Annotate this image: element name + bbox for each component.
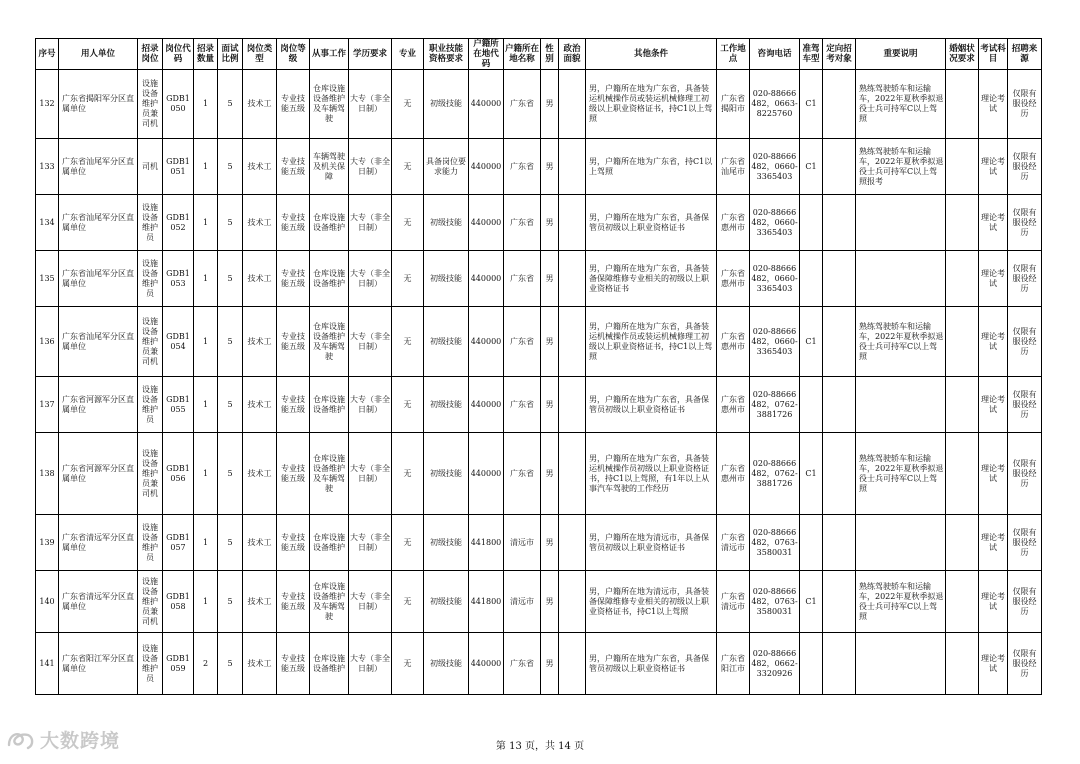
cell-edu: 大专（非全日制） (349, 571, 392, 633)
cell-place: 广东省惠州市 (717, 307, 750, 377)
cell-skill: 初级技能 (424, 377, 469, 433)
cell-other: 男，户籍所在地为清远市，具备保管员初级以上职业资格证书 (586, 515, 717, 571)
cell-phone: 020-88666482，0763-3580031 (750, 515, 800, 571)
column-header: 招录数量 (194, 39, 218, 70)
cell-unit: 广东省河源军分区直属单位 (59, 433, 138, 515)
cell-phone: 020-88666482，0660-3365403 (750, 195, 800, 251)
cell-post: 设施设备维护员兼司机 (138, 433, 163, 515)
cell-no: 141 (36, 633, 59, 695)
cell-note: 熟练驾驶轿车和运输车，2022年夏秋季拟退役士兵可持军C以上驾照 (856, 307, 946, 377)
cell-no: 133 (36, 139, 59, 195)
column-header: 招录岗位 (138, 39, 163, 70)
cell-other: 男，户籍所在地为广东省，具备装备保障维修专业相关的初级以上职业资格证书 (586, 251, 717, 307)
cell-ratio: 5 (218, 70, 243, 139)
cell-sex: 男 (541, 195, 559, 251)
cell-skill: 初级技能 (424, 70, 469, 139)
cell-other: 男，户籍所在地为广东省，持C1以上驾照 (586, 139, 717, 195)
cell-work: 仓库设施设备维护 (310, 251, 349, 307)
cell-other: 男，户籍所在地为广东省，具备装运机械操作员或装运机械修理工初级以上职业资格证书，持C1以上驾照 (586, 307, 717, 377)
cell-sex: 男 (541, 70, 559, 139)
cell-license: C1 (800, 307, 823, 377)
cell-work: 仓库设施设备维护 (310, 515, 349, 571)
cell-phone: 020-88666482，0663-8225760 (750, 70, 800, 139)
cell-type: 技术工 (243, 515, 277, 571)
cell-hjname: 广东省 (504, 251, 541, 307)
cell-marry (946, 515, 979, 571)
watermark-text: 大数跨境 (40, 730, 121, 752)
column-header: 考试科目 (979, 39, 1008, 70)
cell-other: 男，户籍所在地为清远市，具备装备保障维修专业相关的初级以上职业资格证书，持C1以上驾照 (586, 571, 717, 633)
cell-marry (946, 633, 979, 695)
cell-exam: 理论考试 (979, 70, 1008, 139)
cell-source: 仅限有服役经历 (1008, 307, 1042, 377)
cell-pol (559, 377, 586, 433)
cell-place: 广东省汕尾市 (717, 139, 750, 195)
column-header: 性别 (541, 39, 559, 70)
cell-post: 司机 (138, 139, 163, 195)
cell-sex: 男 (541, 633, 559, 695)
cell-post: 设施设备维护员 (138, 633, 163, 695)
cell-work: 车辆驾驶及机关保障 (310, 139, 349, 195)
cell-exam: 理论考试 (979, 251, 1008, 307)
cell-level: 专业技能五级 (277, 515, 310, 571)
cell-hjcode: 441800 (469, 571, 504, 633)
column-header: 用人单位 (59, 39, 138, 70)
cell-major: 无 (392, 70, 424, 139)
cell-target (823, 251, 856, 307)
cell-major: 无 (392, 433, 424, 515)
cell-post: 设施设备维护员 (138, 515, 163, 571)
cell-note (856, 633, 946, 695)
cell-place: 广东省惠州市 (717, 433, 750, 515)
cell-edu: 大专（非全日制） (349, 377, 392, 433)
cell-edu: 大专（非全日制） (349, 139, 392, 195)
cell-source: 仅限有服役经历 (1008, 195, 1042, 251)
cell-num: 1 (194, 515, 218, 571)
cell-unit: 广东省阳江军分区直属单位 (59, 633, 138, 695)
cell-unit: 广东省揭阳军分区直属单位 (59, 70, 138, 139)
cell-phone: 020-88666482，0662-3320926 (750, 633, 800, 695)
cell-post: 设施设备维护员 (138, 195, 163, 251)
cell-no: 138 (36, 433, 59, 515)
cell-level: 专业技能五级 (277, 377, 310, 433)
cell-num: 1 (194, 433, 218, 515)
cell-no: 132 (36, 70, 59, 139)
cell-post: 设施设备维护员 (138, 251, 163, 307)
cell-skill: 初级技能 (424, 515, 469, 571)
cell-exam: 理论考试 (979, 139, 1008, 195)
cell-level: 专业技能五级 (277, 70, 310, 139)
cell-source: 仅限有服役经历 (1008, 571, 1042, 633)
table-row (36, 633, 1042, 695)
cell-major: 无 (392, 139, 424, 195)
cell-type: 技术工 (243, 377, 277, 433)
cell-pol (559, 139, 586, 195)
cell-place: 广东省惠州市 (717, 195, 750, 251)
cell-level: 专业技能五级 (277, 571, 310, 633)
cell-marry (946, 195, 979, 251)
cell-sex: 男 (541, 571, 559, 633)
cell-hjcode: 440000 (469, 70, 504, 139)
cell-marry (946, 433, 979, 515)
cell-type: 技术工 (243, 433, 277, 515)
cell-unit: 广东省汕尾军分区直属单位 (59, 307, 138, 377)
cell-num: 1 (194, 571, 218, 633)
cell-source: 仅限有服役经历 (1008, 377, 1042, 433)
cell-pol (559, 571, 586, 633)
cell-marry (946, 251, 979, 307)
cell-level: 专业技能五级 (277, 195, 310, 251)
cell-hjname: 广东省 (504, 633, 541, 695)
cell-source: 仅限有服役经历 (1008, 633, 1042, 695)
cell-num: 1 (194, 70, 218, 139)
cell-work: 仓库设施设备维护及车辆驾驶 (310, 307, 349, 377)
cell-ratio: 5 (218, 433, 243, 515)
cell-ratio: 5 (218, 139, 243, 195)
cell-license (800, 195, 823, 251)
cell-phone: 020-88666482，0762-3881726 (750, 377, 800, 433)
cell-edu: 大专（非全日制） (349, 195, 392, 251)
cell-edu: 大专（非全日制） (349, 515, 392, 571)
cell-license (800, 377, 823, 433)
cell-pol (559, 633, 586, 695)
cell-type: 技术工 (243, 307, 277, 377)
cell-sex: 男 (541, 433, 559, 515)
cell-no: 137 (36, 377, 59, 433)
cell-target (823, 633, 856, 695)
cell-code: GDB1055 (163, 377, 194, 433)
cell-no: 139 (36, 515, 59, 571)
cell-no: 136 (36, 307, 59, 377)
cell-target (823, 139, 856, 195)
cell-type: 技术工 (243, 195, 277, 251)
page-footer: 第 13 页，共 14 页 (495, 741, 585, 752)
cell-pol (559, 515, 586, 571)
cell-hjcode: 440000 (469, 195, 504, 251)
column-header: 户籍所在地代码 (469, 39, 504, 70)
table-row (36, 251, 1042, 307)
cell-hjcode: 440000 (469, 433, 504, 515)
cell-code: GDB1054 (163, 307, 194, 377)
column-header: 定向招考对象 (823, 39, 856, 70)
cell-ratio: 5 (218, 571, 243, 633)
cell-hjcode: 440000 (469, 251, 504, 307)
cell-no: 134 (36, 195, 59, 251)
cell-pol (559, 433, 586, 515)
cell-license: C1 (800, 70, 823, 139)
cell-pol (559, 307, 586, 377)
column-header: 岗位代码 (163, 39, 194, 70)
cell-other: 男，户籍所在地为广东省，具备保管员初级以上职业资格证书 (586, 377, 717, 433)
table-row (36, 70, 1042, 139)
cell-target (823, 571, 856, 633)
cell-hjcode: 441800 (469, 515, 504, 571)
cell-hjcode: 440000 (469, 633, 504, 695)
cell-work: 仓库设施设备维护 (310, 195, 349, 251)
cell-target (823, 433, 856, 515)
cell-hjname: 广东省 (504, 139, 541, 195)
cell-note: 熟练驾驶轿车和运输车，2022年夏秋季拟退役士兵可持军C以上驾照 (856, 571, 946, 633)
cell-license (800, 633, 823, 695)
cell-target (823, 70, 856, 139)
cell-no: 135 (36, 251, 59, 307)
table-row (36, 307, 1042, 377)
cell-edu: 大专（非全日制） (349, 307, 392, 377)
cell-hjcode: 440000 (469, 377, 504, 433)
cell-exam: 理论考试 (979, 377, 1008, 433)
cell-note (856, 377, 946, 433)
cell-skill: 初级技能 (424, 633, 469, 695)
cell-skill: 初级技能 (424, 571, 469, 633)
cell-license: C1 (800, 139, 823, 195)
column-header: 岗位类型 (243, 39, 277, 70)
cell-type: 技术工 (243, 633, 277, 695)
cell-type: 技术工 (243, 571, 277, 633)
cell-other: 男，户籍所在地为广东省，具备保管员初级以上职业资格证书 (586, 195, 717, 251)
cell-other: 男，户籍所在地为广东省，具备装运机械操作员初级以上职业资格证书，持C1以上驾照，有1年以上从事汽车驾驶的工作经历 (586, 433, 717, 515)
cell-target (823, 307, 856, 377)
cell-source: 仅限有服役经历 (1008, 515, 1042, 571)
cell-exam: 理论考试 (979, 633, 1008, 695)
cell-phone: 020-88666482，0660-3365403 (750, 139, 800, 195)
column-header: 招聘来源 (1008, 39, 1042, 70)
cell-work: 仓库设施设备维护 (310, 633, 349, 695)
cell-unit: 广东省汕尾军分区直属单位 (59, 195, 138, 251)
cell-place: 广东省惠州市 (717, 251, 750, 307)
cell-source: 仅限有服役经历 (1008, 139, 1042, 195)
cell-major: 无 (392, 195, 424, 251)
cell-unit: 广东省汕尾军分区直属单位 (59, 251, 138, 307)
cell-type: 技术工 (243, 139, 277, 195)
cell-target (823, 515, 856, 571)
column-header: 岗位等级 (277, 39, 310, 70)
column-header: 婚姻状况要求 (946, 39, 979, 70)
cell-sex: 男 (541, 251, 559, 307)
cell-sex: 男 (541, 515, 559, 571)
cell-sex: 男 (541, 307, 559, 377)
cell-skill: 初级技能 (424, 195, 469, 251)
cell-license: C1 (800, 433, 823, 515)
cell-note (856, 251, 946, 307)
cell-hjname: 广东省 (504, 70, 541, 139)
cell-other: 男，户籍所在地为广东省，具备装运机械操作员或装运机械修理工初级以上职业资格证书，持C1以上驾照 (586, 70, 717, 139)
column-header: 咨询电话 (750, 39, 800, 70)
cell-unit: 广东省河源军分区直属单位 (59, 377, 138, 433)
cell-major: 无 (392, 515, 424, 571)
cell-phone: 020-88666482，0660-3365403 (750, 251, 800, 307)
cell-num: 1 (194, 139, 218, 195)
cell-work: 仓库设施设备维护及车辆驾驶 (310, 571, 349, 633)
cell-hjname: 广东省 (504, 377, 541, 433)
cell-place: 广东省揭阳市 (717, 70, 750, 139)
cell-ratio: 5 (218, 195, 243, 251)
cell-code: GDB1051 (163, 139, 194, 195)
cell-edu: 大专（非全日制） (349, 433, 392, 515)
cell-hjname: 清远市 (504, 515, 541, 571)
cell-ratio: 5 (218, 377, 243, 433)
cell-code: GDB1053 (163, 251, 194, 307)
cell-level: 专业技能五级 (277, 307, 310, 377)
cell-hjname: 广东省 (504, 307, 541, 377)
column-header: 政治面貌 (559, 39, 586, 70)
column-header: 户籍所在地名称 (504, 39, 541, 70)
cell-pol (559, 70, 586, 139)
table-row (36, 433, 1042, 515)
cell-pol (559, 195, 586, 251)
cell-hjname: 广东省 (504, 433, 541, 515)
cell-note: 熟练驾驶轿车和运输车，2022年夏秋季拟退役士兵可持军C以上驾照 (856, 433, 946, 515)
cell-major: 无 (392, 251, 424, 307)
cell-edu: 大专（非全日制） (349, 70, 392, 139)
cell-license: C1 (800, 571, 823, 633)
cell-license (800, 251, 823, 307)
cell-place: 广东省阳江市 (717, 633, 750, 695)
cell-ratio: 5 (218, 633, 243, 695)
cell-code: GDB1050 (163, 70, 194, 139)
cell-phone: 020-88666482，0762-3881726 (750, 433, 800, 515)
column-header: 准驾车型 (800, 39, 823, 70)
cell-pol (559, 251, 586, 307)
column-header: 学历要求 (349, 39, 392, 70)
cell-code: GDB1056 (163, 433, 194, 515)
cell-sex: 男 (541, 139, 559, 195)
cell-note: 熟练驾驶轿车和运输车，2022年夏秋季拟退役士兵可持军C以上驾照 (856, 70, 946, 139)
cell-skill: 初级技能 (424, 433, 469, 515)
column-header: 面试比例 (218, 39, 243, 70)
cell-unit: 广东省汕尾军分区直属单位 (59, 139, 138, 195)
cell-marry (946, 377, 979, 433)
recruitment-table (35, 38, 1042, 695)
cell-unit: 广东省清远军分区直属单位 (59, 571, 138, 633)
cell-source: 仅限有服役经历 (1008, 70, 1042, 139)
cell-marry (946, 307, 979, 377)
cell-phone: 020-88666482，0763-3580031 (750, 571, 800, 633)
cell-target (823, 377, 856, 433)
cell-level: 专业技能五级 (277, 251, 310, 307)
cell-exam: 理论考试 (979, 307, 1008, 377)
cell-note: 熟练驾驶轿车和运输车，2022年夏秋季拟退役士兵可持军C以上驾照报考 (856, 139, 946, 195)
table-row (36, 571, 1042, 633)
cell-no: 140 (36, 571, 59, 633)
column-header: 其他条件 (586, 39, 717, 70)
cell-hjcode: 440000 (469, 307, 504, 377)
cell-num: 1 (194, 195, 218, 251)
cell-code: GDB1052 (163, 195, 194, 251)
cell-num: 2 (194, 633, 218, 695)
cell-exam: 理论考试 (979, 195, 1008, 251)
cell-exam: 理论考试 (979, 515, 1008, 571)
cell-level: 专业技能五级 (277, 139, 310, 195)
cell-marry (946, 571, 979, 633)
cell-major: 无 (392, 571, 424, 633)
cell-ratio: 5 (218, 251, 243, 307)
cell-type: 技术工 (243, 251, 277, 307)
table-row (36, 139, 1042, 195)
column-header: 专业 (392, 39, 424, 70)
cell-major: 无 (392, 633, 424, 695)
cell-note (856, 195, 946, 251)
cell-edu: 大专（非全日制） (349, 633, 392, 695)
cell-num: 1 (194, 251, 218, 307)
column-header: 序号 (36, 39, 59, 70)
cell-marry (946, 139, 979, 195)
cell-exam: 理论考试 (979, 433, 1008, 515)
cell-level: 专业技能五级 (277, 633, 310, 695)
cell-other: 男，户籍所在地为广东省，具备保管员初级以上职业资格证书 (586, 633, 717, 695)
cell-source: 仅限有服役经历 (1008, 251, 1042, 307)
cell-marry (946, 70, 979, 139)
cell-code: GDB1057 (163, 515, 194, 571)
cell-work: 仓库设施设备维护及车辆驾驶 (310, 70, 349, 139)
cell-major: 无 (392, 377, 424, 433)
cell-level: 专业技能五级 (277, 433, 310, 515)
cell-note (856, 515, 946, 571)
cell-num: 1 (194, 377, 218, 433)
cell-ratio: 5 (218, 307, 243, 377)
cell-edu: 大专（非全日制） (349, 251, 392, 307)
cell-skill: 初级技能 (424, 251, 469, 307)
cell-post: 设施设备维护员兼司机 (138, 571, 163, 633)
header-row (36, 39, 1042, 70)
cell-sex: 男 (541, 377, 559, 433)
table-row (36, 515, 1042, 571)
cell-code: GDB1059 (163, 633, 194, 695)
cell-hjname: 清远市 (504, 571, 541, 633)
cell-hjname: 广东省 (504, 195, 541, 251)
cell-phone: 020-88666482，0660-3365403 (750, 307, 800, 377)
cell-license (800, 515, 823, 571)
cell-skill: 具备岗位要求能力 (424, 139, 469, 195)
cell-place: 广东省惠州市 (717, 377, 750, 433)
column-header: 职业技能资格要求 (424, 39, 469, 70)
cell-work: 仓库设施设备维护及车辆驾驶 (310, 433, 349, 515)
table-row (36, 377, 1042, 433)
cell-hjcode: 440000 (469, 139, 504, 195)
cell-skill: 初级技能 (424, 307, 469, 377)
column-header: 工作地点 (717, 39, 750, 70)
column-header: 从事工作 (310, 39, 349, 70)
cell-place: 广东省清远市 (717, 571, 750, 633)
table-row (36, 195, 1042, 251)
cell-exam: 理论考试 (979, 571, 1008, 633)
cell-num: 1 (194, 307, 218, 377)
cell-ratio: 5 (218, 515, 243, 571)
cell-post: 设施设备维护员兼司机 (138, 307, 163, 377)
cell-post: 设施设备维护员 (138, 377, 163, 433)
cell-code: GDB1058 (163, 571, 194, 633)
cell-type: 技术工 (243, 70, 277, 139)
cell-work: 仓库设施设备维护 (310, 377, 349, 433)
cell-source: 仅限有服役经历 (1008, 433, 1042, 515)
column-header: 重要说明 (856, 39, 946, 70)
cell-post: 设施设备维护员兼司机 (138, 70, 163, 139)
cell-place: 广东省清远市 (717, 515, 750, 571)
cell-major: 无 (392, 307, 424, 377)
cell-unit: 广东省清远军分区直属单位 (59, 515, 138, 571)
cell-target (823, 195, 856, 251)
